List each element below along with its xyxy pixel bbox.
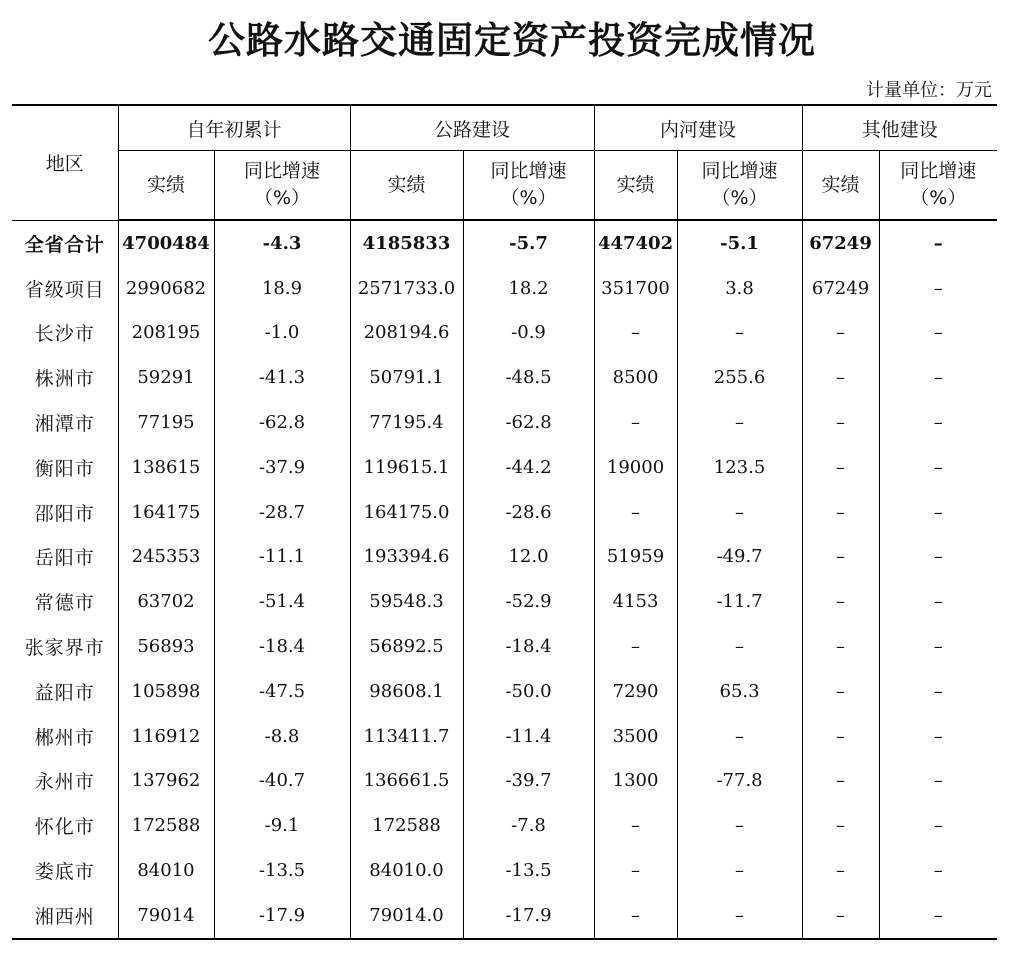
growth-header-line1: 同比增速: [490, 160, 567, 182]
road-growth-cell: -5.7: [463, 220, 594, 266]
cumulative-actual-cell: 84010: [118, 848, 214, 893]
growth-header: [214, 151, 350, 221]
total-row: [12, 220, 997, 266]
other-growth-cell: –: [879, 893, 997, 939]
region-cell: 益阳市: [12, 669, 118, 714]
cumulative-actual-cell: 4700484: [118, 220, 214, 266]
road-actual-cell: 56892.5: [350, 624, 463, 669]
growth-header: [463, 151, 594, 221]
river-actual-cell: 4153: [594, 579, 677, 624]
river-growth-cell: –: [677, 803, 802, 848]
cumulative-growth-cell: -9.1: [214, 803, 350, 848]
cumulative-actual-cell: 208195: [118, 311, 214, 356]
river-growth-cell: -49.7: [677, 535, 802, 580]
growth-header-unit: （%）: [500, 187, 557, 209]
growth-header-line1: 同比增速: [244, 160, 321, 182]
other-actual-cell: –: [802, 490, 879, 535]
table-row: [12, 490, 997, 535]
cumulative-growth-cell: -62.8: [214, 400, 350, 445]
cumulative-growth-cell: -47.5: [214, 669, 350, 714]
river-actual-cell: 447402: [594, 220, 677, 266]
unit-label: 计量单位：万元: [866, 80, 992, 101]
cumulative-actual-cell: 138615: [118, 445, 214, 490]
road-growth-cell: -13.5: [463, 848, 594, 893]
region-cell: 常德市: [12, 579, 118, 624]
group-header-river: 内河建设: [594, 105, 802, 151]
road-actual-cell: 50791.1: [350, 355, 463, 400]
cumulative-growth-cell: -40.7: [214, 759, 350, 804]
road-actual-cell: 77195.4: [350, 400, 463, 445]
cumulative-growth-cell: -51.4: [214, 579, 350, 624]
table-row: [12, 579, 997, 624]
other-actual-cell: –: [802, 669, 879, 714]
river-actual-cell: –: [594, 803, 677, 848]
table-row: [12, 803, 997, 848]
river-growth-cell: –: [677, 848, 802, 893]
river-actual-cell: 3500: [594, 714, 677, 759]
cumulative-actual-cell: 63702: [118, 579, 214, 624]
road-growth-cell: -7.8: [463, 803, 594, 848]
region-cell: 长沙市: [12, 311, 118, 356]
road-growth-cell: -50.0: [463, 669, 594, 714]
cumulative-actual-cell: 164175: [118, 490, 214, 535]
other-actual-cell: 67249: [802, 220, 879, 266]
other-actual-cell: –: [802, 311, 879, 356]
cumulative-growth-cell: 18.9: [214, 266, 350, 311]
road-actual-cell: 113411.7: [350, 714, 463, 759]
investment-table: [12, 104, 997, 940]
growth-header-unit: （%）: [711, 187, 768, 209]
other-actual-cell: –: [802, 803, 879, 848]
other-actual-cell: –: [802, 400, 879, 445]
region-cell: 衡阳市: [12, 445, 118, 490]
other-actual-cell: –: [802, 355, 879, 400]
group-header-other: 其他建设: [802, 105, 997, 151]
region-cell: 郴州市: [12, 714, 118, 759]
region-cell: 全省合计: [12, 220, 118, 266]
road-actual-cell: 79014.0: [350, 893, 463, 939]
road-growth-cell: -44.2: [463, 445, 594, 490]
road-actual-cell: 208194.6: [350, 311, 463, 356]
table-row: [12, 624, 997, 669]
growth-header-line1: 同比增速: [900, 160, 977, 182]
other-actual-cell: –: [802, 535, 879, 580]
other-growth-cell: –: [933, 815, 943, 837]
river-actual-cell: –: [594, 400, 677, 445]
road-growth-cell: -0.9: [463, 311, 594, 356]
road-growth-cell: -52.9: [463, 579, 594, 624]
road-actual-cell: 164175.0: [350, 490, 463, 535]
road-growth-cell: -17.9: [463, 893, 594, 939]
other-growth-cell: –: [933, 367, 943, 389]
cumulative-growth-cell: -28.7: [214, 490, 350, 535]
river-actual-cell: –: [594, 624, 677, 669]
river-growth-cell: –: [677, 714, 802, 759]
road-actual-cell: 59548.3: [350, 579, 463, 624]
river-growth-cell: -77.8: [677, 759, 802, 804]
road-growth-cell: 12.0: [463, 535, 594, 580]
river-growth-cell: 255.6: [677, 355, 802, 400]
river-growth-cell: –: [677, 490, 802, 535]
other-growth-cell: –: [933, 546, 943, 568]
road-growth-cell: -28.6: [463, 490, 594, 535]
table-row: [12, 848, 997, 893]
river-actual-cell: –: [594, 490, 677, 535]
growth-header-unit: （%）: [253, 187, 311, 209]
table-row: [12, 311, 997, 356]
river-growth-cell: –: [677, 311, 802, 356]
cumulative-actual-cell: 245353: [118, 535, 214, 580]
road-growth-cell: -62.8: [463, 400, 594, 445]
region-cell: 省级项目: [12, 266, 118, 311]
cumulative-growth-cell: -1.0: [214, 311, 350, 356]
river-growth-cell: –: [677, 893, 802, 939]
river-actual-cell: 19000: [594, 445, 677, 490]
cumulative-actual-cell: 2990682: [118, 266, 214, 311]
table-row: [12, 893, 997, 939]
cumulative-growth-cell: -18.4: [214, 624, 350, 669]
actual-header: 实绩: [594, 151, 677, 221]
other-actual-cell: 67249: [802, 266, 879, 311]
road-actual-cell: 98608.1: [350, 669, 463, 714]
road-actual-cell: 119615.1: [350, 445, 463, 490]
road-growth-cell: -48.5: [463, 355, 594, 400]
river-growth-cell: 65.3: [677, 669, 802, 714]
cumulative-growth-cell: -8.8: [214, 714, 350, 759]
river-actual-cell: –: [594, 311, 677, 356]
growth-header-line1: 同比增速: [701, 160, 778, 182]
actual-header: 实绩: [118, 151, 214, 221]
other-growth-cell: –: [933, 860, 943, 882]
river-actual-cell: –: [594, 848, 677, 893]
table-row: [12, 400, 997, 445]
other-growth-cell: –: [933, 456, 943, 478]
cumulative-actual-cell: 59291: [118, 355, 214, 400]
region-cell: 株洲市: [12, 355, 118, 400]
table-body: [12, 220, 997, 939]
table-row: [12, 669, 997, 714]
cumulative-growth-cell: -11.1: [214, 535, 350, 580]
river-growth-cell: –: [677, 400, 802, 445]
region-cell: 岳阳市: [12, 535, 118, 580]
road-actual-cell: 136661.5: [350, 759, 463, 804]
road-actual-cell: 2571733.0: [350, 266, 463, 311]
page-title: 公路水路交通固定资产投资完成情况: [208, 19, 816, 62]
other-growth-cell: –: [933, 591, 943, 613]
region-cell: 怀化市: [12, 803, 118, 848]
cumulative-actual-cell: 77195: [118, 400, 214, 445]
region-cell: 湘西州: [12, 893, 118, 939]
region-cell: 湘潭市: [12, 400, 118, 445]
cumulative-actual-cell: 172588: [118, 803, 214, 848]
growth-header-unit: （%）: [910, 187, 967, 209]
cumulative-growth-cell: -4.3: [214, 220, 350, 266]
road-actual-cell: 172588: [350, 803, 463, 848]
river-actual-cell: 8500: [594, 355, 677, 400]
river-actual-cell: –: [594, 893, 677, 939]
road-growth-cell: -39.7: [463, 759, 594, 804]
table-row: [12, 445, 997, 490]
group-header-cumulative: 自年初累计: [118, 105, 350, 151]
river-growth-cell: –: [677, 624, 802, 669]
table-row: [12, 355, 997, 400]
other-actual-cell: –: [802, 893, 879, 939]
river-actual-cell: 51959: [594, 535, 677, 580]
table-row: [12, 535, 997, 580]
actual-header: 实绩: [802, 151, 879, 221]
road-growth-cell: -11.4: [463, 714, 594, 759]
group-header-road: 公路建设: [350, 105, 594, 151]
actual-header: 实绩: [350, 151, 463, 221]
other-growth-cell: –: [933, 725, 943, 747]
region-cell: 娄底市: [12, 848, 118, 893]
road-growth-cell: -18.4: [463, 624, 594, 669]
cumulative-actual-cell: 116912: [118, 714, 214, 759]
river-actual-cell: 351700: [594, 266, 677, 311]
other-actual-cell: –: [802, 579, 879, 624]
other-growth-cell: –: [933, 412, 943, 434]
cumulative-growth-cell: -41.3: [214, 355, 350, 400]
cumulative-growth-cell: -37.9: [214, 445, 350, 490]
other-growth-cell: –: [933, 277, 943, 299]
other-growth-cell: –: [933, 770, 943, 792]
river-growth-cell: 123.5: [677, 445, 802, 490]
other-growth-cell: –: [933, 636, 943, 658]
growth-header: [879, 151, 997, 221]
other-actual-cell: –: [802, 624, 879, 669]
other-growth-cell: –: [933, 680, 943, 702]
other-actual-cell: –: [802, 848, 879, 893]
cumulative-actual-cell: 105898: [118, 669, 214, 714]
region-cell: 邵阳市: [12, 490, 118, 535]
region-cell: 张家界市: [12, 624, 118, 669]
road-actual-cell: 193394.6: [350, 535, 463, 580]
other-actual-cell: –: [802, 714, 879, 759]
cumulative-actual-cell: 56893: [118, 624, 214, 669]
cumulative-actual-cell: 79014: [118, 893, 214, 939]
river-actual-cell: 7290: [594, 669, 677, 714]
region-cell: 永州市: [12, 759, 118, 804]
other-actual-cell: –: [802, 445, 879, 490]
road-actual-cell: 84010.0: [350, 848, 463, 893]
other-growth-cell: –: [933, 501, 943, 523]
river-actual-cell: 1300: [594, 759, 677, 804]
other-growth-cell: –: [933, 232, 943, 254]
region-header: 地区: [12, 105, 118, 220]
cumulative-growth-cell: -17.9: [214, 893, 350, 939]
river-growth-cell: -11.7: [677, 579, 802, 624]
table-row: [12, 714, 997, 759]
other-actual-cell: –: [802, 759, 879, 804]
growth-header: [677, 151, 802, 221]
river-growth-cell: -5.1: [677, 220, 802, 266]
river-growth-cell: 3.8: [677, 266, 802, 311]
other-growth-cell: –: [933, 322, 943, 344]
cumulative-growth-cell: -13.5: [214, 848, 350, 893]
table-row: [12, 266, 997, 311]
road-growth-cell: 18.2: [463, 266, 594, 311]
road-actual-cell: 4185833: [350, 220, 463, 266]
table-row: [12, 759, 997, 804]
cumulative-actual-cell: 137962: [118, 759, 214, 804]
